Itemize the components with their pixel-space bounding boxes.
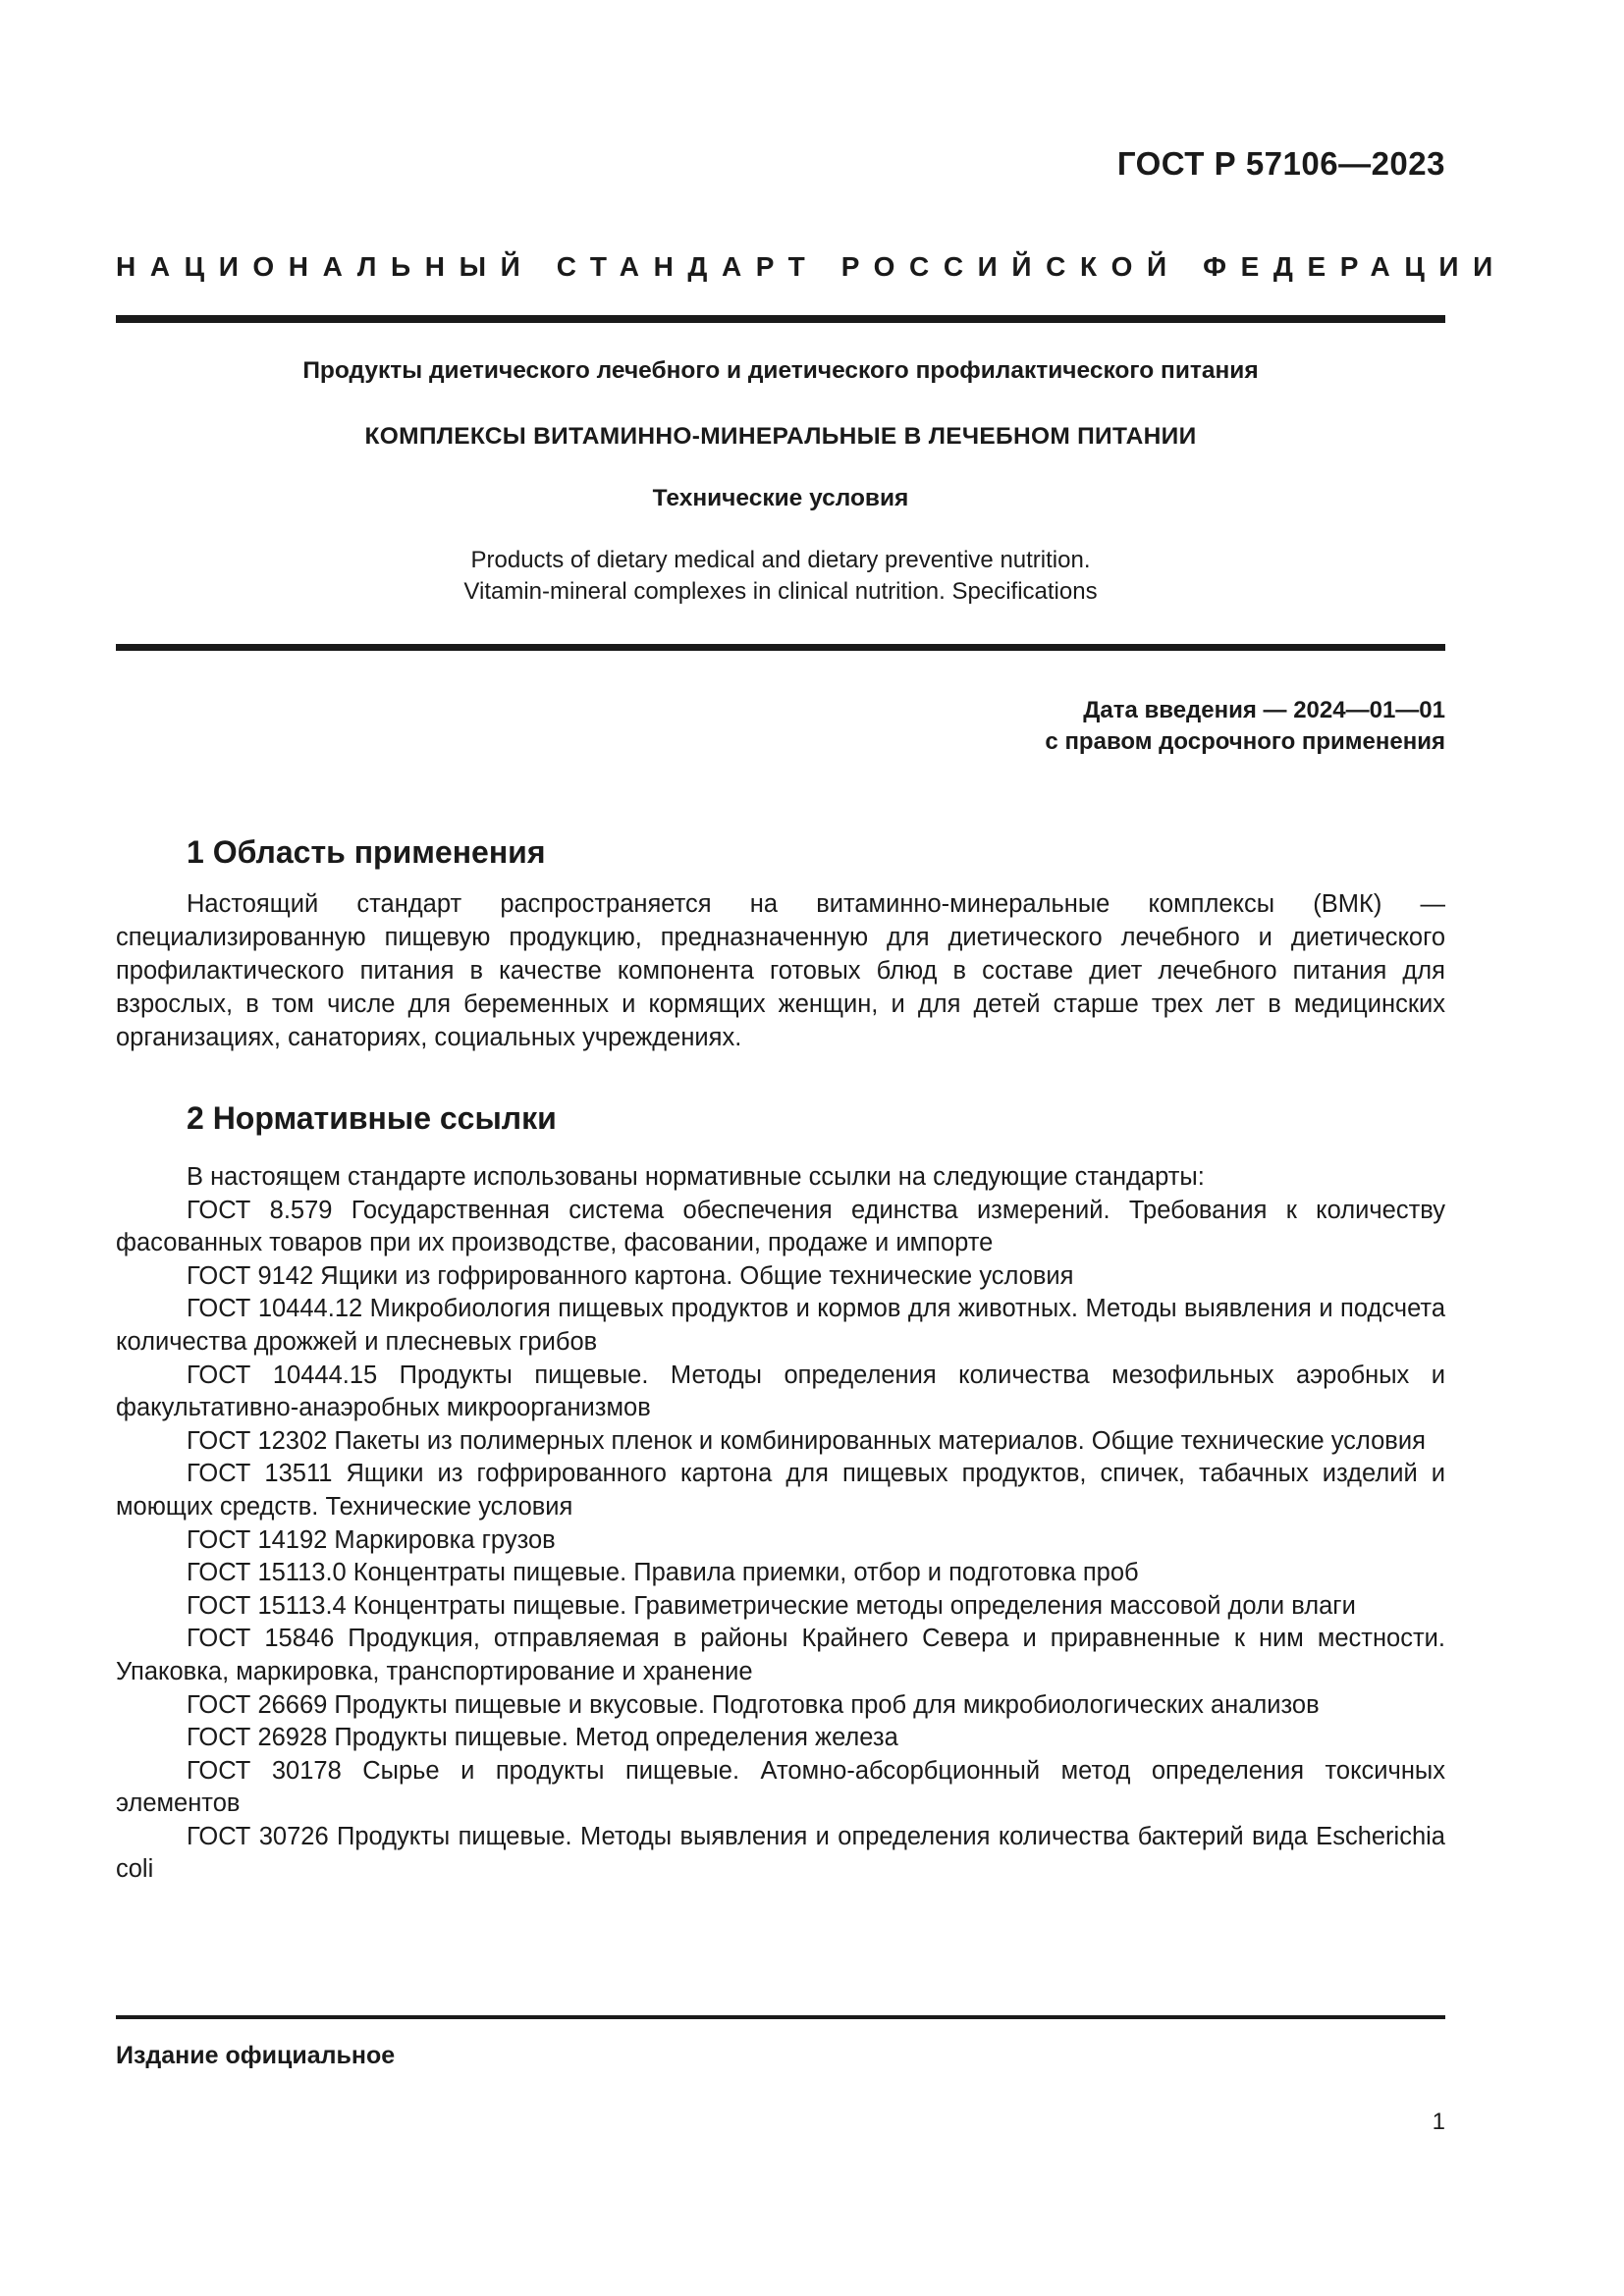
product-group-title: Продукты диетического лечебного и диетического профилактического питания [302, 357, 1259, 384]
header-rule [116, 315, 1445, 323]
english-title-line: Vitamin-mineral complexes in clinical nutrition. Specifications [463, 578, 1098, 605]
reference-item: ГОСТ 14192 Маркировка грузов [187, 1525, 556, 1554]
specification-label: Технические условия [652, 485, 909, 511]
introduction-date-line: Дата введения — 2024—01—01 [1083, 697, 1445, 723]
reference-item: ГОСТ 26928 Продукты пищевые. Метод определения железа [187, 1724, 898, 1752]
reference-item: ГОСТ 30178 Сырье и продукты пищевые. Атомно-абсорбционный метод определения токсичных элементов [116, 1756, 1445, 1818]
national-standard-title: НАЦИОНАЛЬНЫЙ СТАНДАРТ РОССИЙСКОЙ ФЕДЕРАЦИИ [116, 251, 1507, 282]
reference-item: ГОСТ 15113.0 Концентраты пищевые. Правила приемки, отбор и подготовка проб [187, 1559, 1139, 1587]
english-title-line: Products of dietary medical and dietary preventive nutrition. [470, 547, 1091, 573]
reference-item: ГОСТ 15113.4 Концентраты пищевые. Гравиметрические методы определения массовой доли влаги [187, 1591, 1356, 1620]
reference-item: ГОСТ 12302 Пакеты из полимерных пленок и комбинированных материалов. Общие технические условия [187, 1426, 1426, 1455]
reference-item: ГОСТ 30726 Продукты пищевые. Методы выявления и определения количества бактерий вида Escherichia coli [116, 1822, 1445, 1884]
document-number: ГОСТ Р 57106—2023 [1116, 145, 1445, 182]
footer-rule [116, 2015, 1445, 2019]
introduction-date [1045, 695, 1445, 758]
reference-item: ГОСТ 8.579 Государственная система обеспечения единства измерений. Требования к количеству фасованных товаров при их производстве, фасовании, продаже и импорте [116, 1196, 1445, 1257]
references-intro: В настоящем стандарте использованы нормативные ссылки на следующие стандарты: [187, 1163, 1205, 1191]
official-edition-note: Издание официальное [116, 2042, 396, 2069]
page-number: 1 [1432, 2109, 1445, 2135]
reference-item: ГОСТ 26669 Продукты пищевые и вкусовые. Подготовка проб для микробиологических анализов [187, 1690, 1320, 1719]
standard-title: КОМПЛЕКСЫ ВИТАМИННО-МИНЕРАЛЬНЫЕ В ЛЕЧЕБНОМ ПИТАНИИ [364, 423, 1197, 450]
reference-item: ГОСТ 15846 Продукция, отправляемая в районы Крайнего Севера и приравненные к ним местности. Упаковка, маркировка, транспортирование и хранение [116, 1625, 1445, 1685]
references-list [116, 1161, 1445, 1887]
section-heading-scope: 1 Область применения [187, 834, 546, 870]
reference-item: ГОСТ 13511 Ящики из гофрированного картона для пищевых продуктов, спичек, табачных изделий и моющих средств. Технические условия [116, 1460, 1445, 1521]
section-heading-references: 2 Нормативные ссылки [187, 1100, 557, 1136]
reference-item: ГОСТ 10444.15 Продукты пищевые. Методы определения количества мезофильных аэробных и факультативно-анаэробных микроорганизмов [116, 1361, 1445, 1422]
english-title [116, 545, 1445, 608]
early-application-line: с правом досрочного применения [1045, 728, 1445, 755]
title-rule [116, 644, 1445, 651]
reference-item: ГОСТ 10444.12 Микробиология пищевых продуктов и кормов для животных. Методы выявления и подсчета количества дрожжей и плесневых грибов [116, 1295, 1445, 1356]
reference-item: ГОСТ 9142 Ящики из гофрированного картона. Общие технические условия [187, 1261, 1074, 1290]
scope-paragraph: Настоящий стандарт распространяется на витаминно-минеральные комплексы (ВМК) — специализированную пищевую продукцию, предназначенную для диетического лечебного и диетического профилактического питания в качестве компонента готовых блюд в составе диет лечебного питания для взрослых, в том числе для беременных и кормящих женщин, и для детей старше трех лет в медицинских организациях, санаториях, социальных учреждениях. [116, 890, 1445, 1051]
